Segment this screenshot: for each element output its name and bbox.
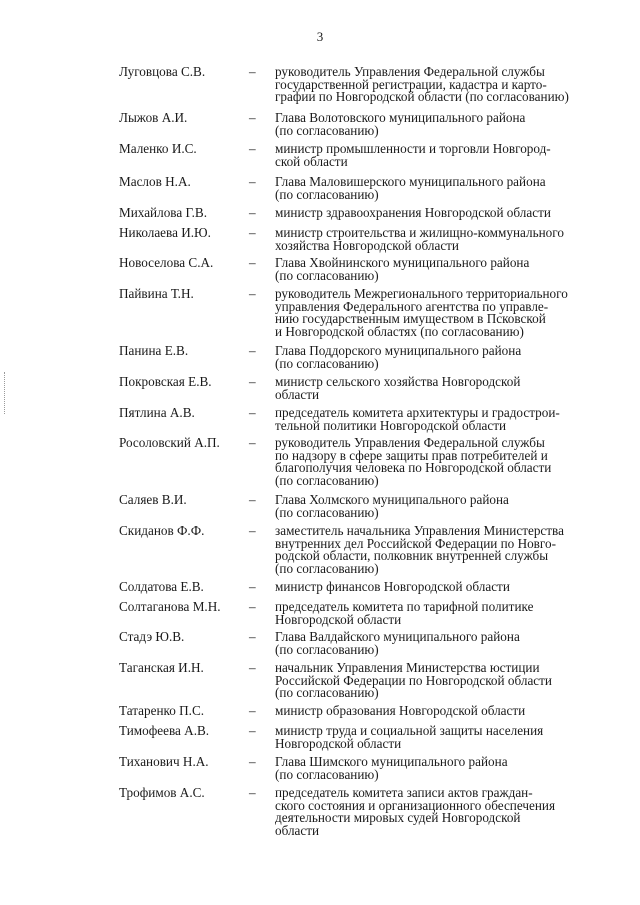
position-line: внутренних дел Российской Федерации по Новго-: [275, 535, 556, 551]
position-line: министр здравоохранения Новгородской области: [275, 205, 551, 220]
position-line: (по согласованию): [275, 641, 379, 657]
position-line: графии по Новгородской области (по согласованию): [275, 89, 569, 105]
position-line: (по согласованию): [275, 766, 379, 782]
member-position: [275, 525, 620, 575]
member-name: Николаева И.Ю.: [119, 225, 211, 240]
separator-dash: –: [249, 286, 256, 301]
member-name: Саляев В.И.: [119, 492, 187, 507]
member-position: [275, 662, 620, 700]
position-line: министр образования Новгородской области: [275, 703, 526, 718]
member-position: [275, 207, 620, 220]
position-line: начальник Управления Министерства юстиции: [275, 660, 540, 675]
member-name: Таганская И.Н.: [119, 660, 204, 675]
position-line: ской области: [275, 153, 348, 169]
separator-dash: –: [249, 599, 256, 614]
position-line: председатель комитета записи актов граждан-: [275, 785, 533, 800]
member-name: Тиханович Н.А.: [119, 754, 209, 769]
member-name: Покровская Е.В.: [119, 374, 212, 389]
position-line: родской области, полковник внутренней службы: [275, 548, 549, 564]
member-name: Трофимов А.С.: [119, 785, 205, 800]
position-line: руководитель Управления Федеральной службы: [275, 64, 545, 79]
separator-dash: –: [249, 205, 256, 220]
member-name: Стадэ Ю.В.: [119, 629, 185, 644]
position-line: (по согласованию): [275, 560, 379, 576]
member-name: Маленко И.С.: [119, 141, 197, 156]
member-position: [275, 601, 620, 626]
separator-dash: –: [249, 64, 256, 79]
position-line: заместитель начальника Управления Министерства: [275, 523, 564, 538]
member-position: [275, 66, 620, 104]
separator-dash: –: [249, 754, 256, 769]
position-line: деятельности мировых судей Новгородской: [275, 810, 521, 826]
member-position: [275, 176, 620, 201]
member-name: Маслов Н.А.: [119, 174, 191, 189]
separator-dash: –: [249, 225, 256, 240]
separator-dash: –: [249, 374, 256, 389]
separator-dash: –: [249, 703, 256, 718]
position-line: по надзору в сфере защиты прав потребителей и: [275, 447, 548, 463]
member-position: [275, 437, 620, 487]
member-position: [275, 494, 620, 519]
position-line: Глава Волотовского муниципального района: [275, 110, 526, 125]
position-line: министр строительства и жилищно-коммунального: [275, 225, 564, 240]
position-line: ского состояния и организационного обеспечения: [275, 797, 556, 813]
member-position: [275, 288, 620, 338]
member-name: Татаренко П.С.: [119, 703, 205, 718]
position-line: управления Федерального агентства по управле-: [275, 298, 549, 314]
page-number: 3: [316, 29, 324, 44]
separator-dash: –: [249, 629, 256, 644]
position-line: Новгородской области: [275, 735, 402, 751]
separator-dash: –: [249, 492, 256, 507]
member-position: [275, 407, 620, 432]
position-line: (по согласованию): [275, 267, 379, 283]
position-line: Глава Валдайского муниципального района: [275, 629, 520, 644]
position-line: (по согласованию): [275, 504, 379, 520]
separator-dash: –: [249, 723, 256, 738]
member-position: [275, 143, 620, 168]
position-line: Глава Хвойнинского муниципального района: [275, 255, 530, 270]
position-line: Новгородской области: [275, 611, 402, 627]
member-name: Солтаганова М.Н.: [119, 599, 221, 614]
position-line: Российской Федерации по Новгородской области: [275, 672, 552, 688]
member-position: [275, 725, 620, 750]
member-position: [275, 227, 620, 252]
member-name: Лыжов А.И.: [119, 110, 188, 125]
position-line: (по согласованию): [275, 685, 379, 701]
position-line: министр труда и социальной защиты населения: [275, 723, 544, 738]
separator-dash: –: [249, 110, 256, 125]
separator-dash: –: [249, 174, 256, 189]
position-line: Глава Холмского муниципального района: [275, 492, 509, 507]
position-line: председатель комитета по тарифной политике: [275, 599, 534, 614]
member-name: Панина Е.В.: [119, 343, 189, 358]
position-line: области: [275, 822, 320, 838]
separator-dash: –: [249, 660, 256, 675]
separator-dash: –: [249, 785, 256, 800]
position-line: (по согласованию): [275, 355, 379, 371]
position-line: (по согласованию): [275, 186, 379, 202]
member-name: Луговцова С.В.: [119, 64, 206, 79]
separator-dash: –: [249, 579, 256, 594]
position-line: нию государственным имуществом в Псковской: [275, 311, 546, 327]
member-position: [275, 787, 620, 837]
member-position: [275, 631, 620, 656]
position-line: государственной регистрации, кадастра и карто-: [275, 76, 547, 92]
position-line: Глава Маловишерского муниципального района: [275, 174, 546, 189]
position-line: (по согласованию): [275, 472, 379, 488]
position-line: руководитель Управления Федеральной службы: [275, 435, 545, 450]
position-line: области: [275, 386, 320, 402]
position-line: Глава Шимского муниципального района: [275, 754, 508, 769]
position-line: благополучия человека по Новгородской области: [275, 460, 552, 476]
margin-mark: [4, 372, 6, 414]
position-line: (по согласованию): [275, 122, 379, 138]
separator-dash: –: [249, 343, 256, 358]
separator-dash: –: [249, 141, 256, 156]
separator-dash: –: [249, 255, 256, 270]
position-line: и Новгородской областях (по согласованию): [275, 323, 524, 339]
position-line: хозяйства Новгородской области: [275, 237, 459, 253]
member-position: [275, 581, 620, 594]
member-position: [275, 376, 620, 401]
member-position: [275, 257, 620, 282]
member-position: [275, 705, 620, 718]
member-position: [275, 345, 620, 370]
separator-dash: –: [249, 435, 256, 450]
member-name: Пайвина Т.Н.: [119, 286, 194, 301]
member-name: Росоловский А.П.: [119, 435, 220, 450]
position-line: министр промышленности и торговли Новгород-: [275, 141, 551, 156]
separator-dash: –: [249, 405, 256, 420]
position-line: Глава Поддорского муниципального района: [275, 343, 522, 358]
position-line: министр сельского хозяйства Новгородской: [275, 374, 521, 389]
position-line: тельной политики Новгородской области: [275, 417, 507, 433]
member-name: Михайлова Г.В.: [119, 205, 208, 220]
member-name: Солдатова Е.В.: [119, 579, 204, 594]
member-name: Новоселова С.А.: [119, 255, 214, 270]
member-position: [275, 756, 620, 781]
position-line: председатель комитета архитектуры и градострои-: [275, 405, 560, 420]
member-name: Тимофеева А.В.: [119, 723, 210, 738]
member-position: [275, 112, 620, 137]
member-name: Скиданов Ф.Ф.: [119, 523, 205, 538]
position-line: министр финансов Новгородской области: [275, 579, 510, 594]
member-name: Пятлина А.В.: [119, 405, 195, 420]
separator-dash: –: [249, 523, 256, 538]
position-line: руководитель Межрегионального территориального: [275, 286, 568, 301]
